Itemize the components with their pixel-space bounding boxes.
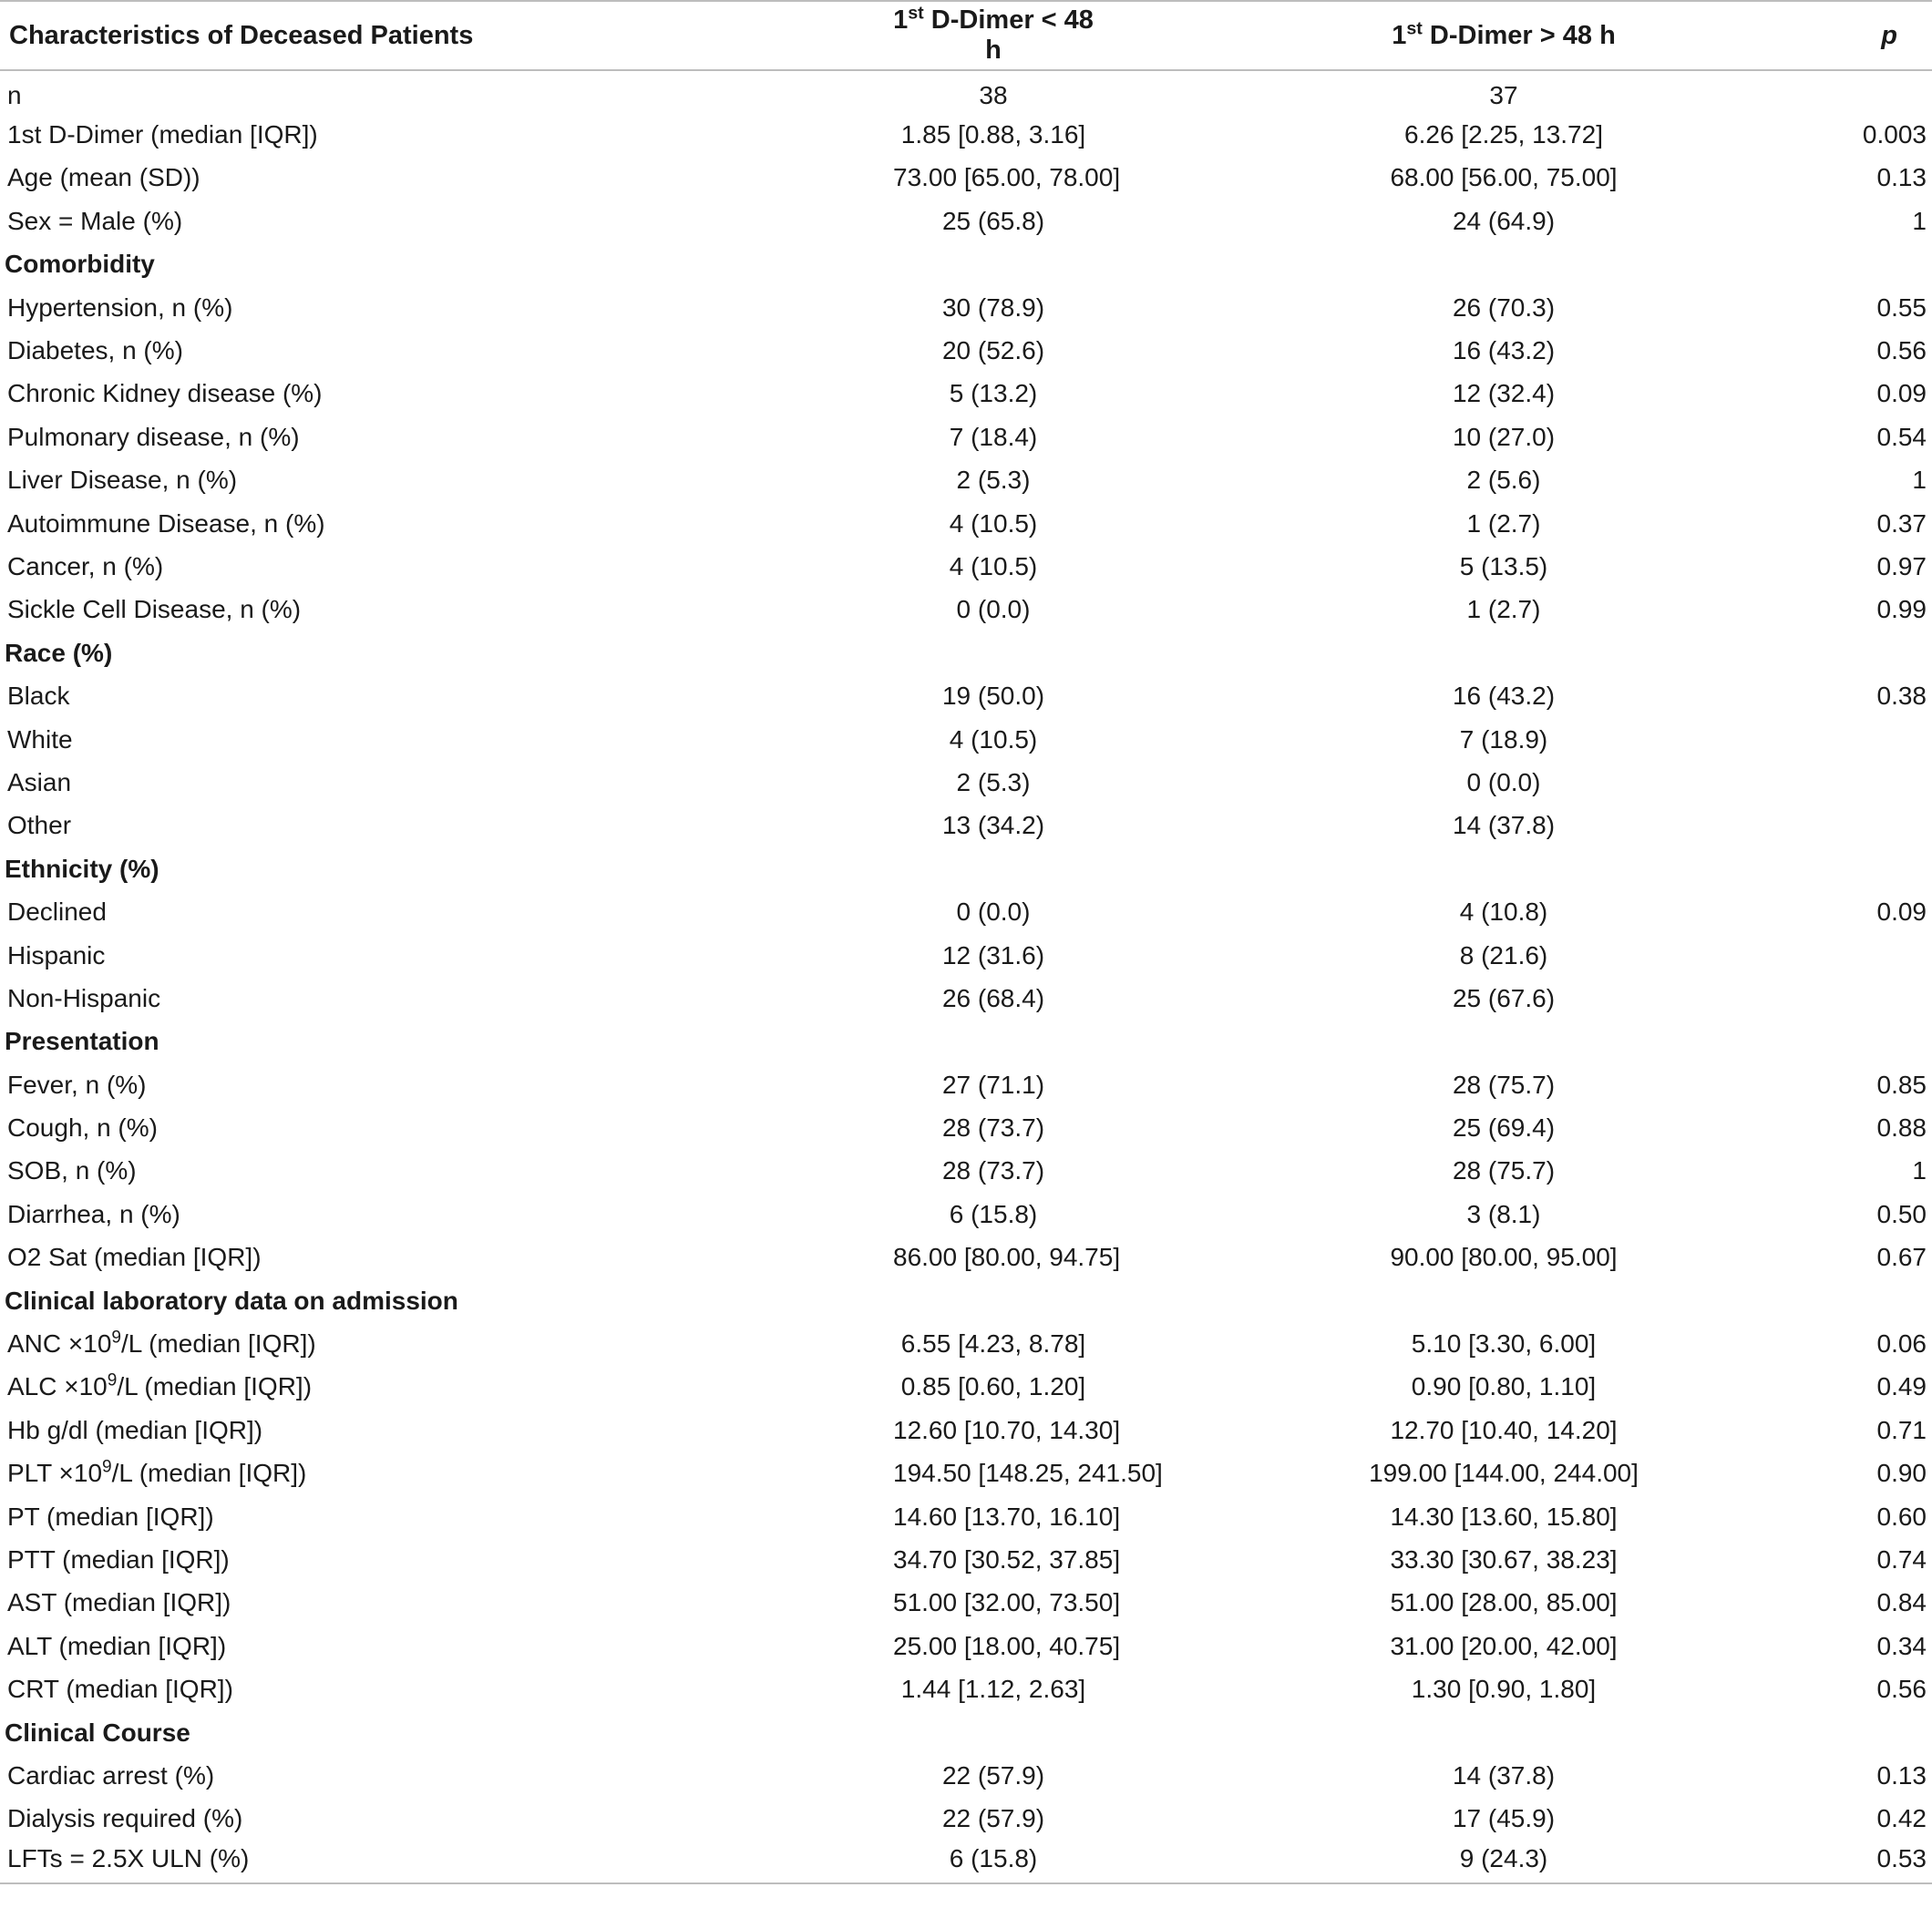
row-label-text: Asian <box>7 767 72 796</box>
row-label <box>0 890 693 933</box>
table-row <box>0 805 1932 847</box>
row-label-text: Autoimmune Disease, n (%) <box>7 508 325 538</box>
row-label-text: Diarrhea, n (%) <box>7 1199 180 1228</box>
value-ddimer-after-48h: 9 (24.3) <box>1094 1841 1804 1883</box>
p-value <box>1804 718 1932 761</box>
p-value: 0.50 <box>1876 1199 1927 1228</box>
value-ddimer-after-48h: 14 (37.8) <box>1452 1760 1556 1790</box>
value-ddimer-after-48h: 31.00 [20.00, 42.00] <box>1390 1631 1618 1660</box>
row-label-text: Hispanic <box>7 940 106 969</box>
row-label-text: Cancer, n (%) <box>7 551 164 580</box>
row-label <box>0 1452 693 1495</box>
row-label <box>0 805 693 847</box>
p-value: 0.74 <box>1876 1544 1927 1574</box>
table-row <box>0 329 1932 372</box>
table-row <box>0 1538 1932 1581</box>
p-value: 1 <box>1912 1156 1927 1185</box>
row-label-suffix: /L (median [IQR]) <box>121 1329 316 1359</box>
table-row <box>0 718 1932 761</box>
row-label <box>0 1322 693 1365</box>
table-row <box>0 113 1932 156</box>
table-row <box>0 1106 1932 1149</box>
row-label-suffix: /L (median [IQR]) <box>111 1459 307 1488</box>
section-title: Race (%) <box>5 638 113 667</box>
table-row <box>0 761 1932 804</box>
row-label-text: PLT ×10 <box>7 1459 103 1488</box>
section-title: Clinical laboratory data on admission <box>5 1286 458 1315</box>
row-label-text: PTT (median [IQR]) <box>7 1544 230 1574</box>
value-ddimer-after-48h: 68.00 [56.00, 75.00] <box>1390 163 1618 192</box>
value-ddimer-after-48h: 1 (2.7) <box>1466 595 1541 624</box>
value-ddimer-after-48h: 28 (75.7) <box>1452 1070 1556 1099</box>
header-ddimer-after-48h <box>1094 1 1804 70</box>
value-ddimer-after-48h: 12 (32.4) <box>1452 379 1556 408</box>
value-ddimer-before-48h: 26 (68.4) <box>941 983 1045 1012</box>
row-label <box>0 157 693 200</box>
table-body <box>0 70 1932 1883</box>
value-ddimer-before-48h: 5 (13.2) <box>949 379 1038 408</box>
row-label <box>0 1798 693 1841</box>
row-label <box>0 1582 693 1625</box>
p-value: 0.90 <box>1876 1459 1927 1488</box>
table-row <box>0 1798 1932 1841</box>
value-ddimer-before-48h: 2 (5.3) <box>956 466 1031 495</box>
p-value: 0.56 <box>1876 1675 1927 1704</box>
value-ddimer-after-48h: 14 (37.8) <box>1452 811 1556 840</box>
header-row <box>0 1 1932 70</box>
table-row <box>0 1754 1932 1797</box>
value-ddimer-before-48h: 22 (57.9) <box>941 1804 1045 1833</box>
value-ddimer-after-48h: 1.30 [0.90, 1.80] <box>1411 1675 1597 1704</box>
row-label-text: Age (mean (SD)) <box>7 163 200 192</box>
table-row <box>0 1063 1932 1106</box>
value-ddimer-after-48h: 5 (13.5) <box>1459 551 1548 580</box>
value-ddimer-before-48h: 6.55 [4.23, 8.78] <box>900 1329 1086 1359</box>
table-row <box>0 1409 1932 1452</box>
section-header-row <box>0 631 1932 674</box>
p-value: 0.71 <box>1876 1415 1927 1444</box>
table-row <box>0 1193 1932 1236</box>
p-value: 0.003 <box>1862 120 1927 149</box>
value-ddimer-before-48h: 19 (50.0) <box>941 682 1045 711</box>
row-label <box>0 1366 693 1409</box>
table-row <box>0 157 1932 200</box>
value-ddimer-after-48h: 28 (75.7) <box>1452 1156 1556 1185</box>
value-ddimer-after-48h: 4 (10.8) <box>1459 898 1548 927</box>
value-ddimer-after-48h: 6.26 [2.25, 13.72] <box>1404 120 1603 149</box>
p-value: 0.56 <box>1876 336 1927 365</box>
table-row <box>0 1582 1932 1625</box>
value-ddimer-after-48h: 5.10 [3.30, 6.00] <box>1411 1329 1597 1359</box>
row-label-text: 1st D-Dimer (median [IQR]) <box>7 120 318 149</box>
p-value: 0.60 <box>1876 1502 1927 1531</box>
value-ddimer-before-48h: 1.85 [0.88, 3.16] <box>900 120 1086 149</box>
value-ddimer-before-48h: 25 (65.8) <box>941 206 1045 235</box>
row-label-text: ANC ×10 <box>7 1329 112 1359</box>
table-row <box>0 545 1932 588</box>
row-label <box>0 1236 693 1279</box>
value-ddimer-after-48h: 17 (45.9) <box>1452 1804 1556 1833</box>
p-value: 0.88 <box>1876 1113 1927 1143</box>
row-label <box>0 761 693 804</box>
row-label-text: Chronic Kidney disease (%) <box>7 379 323 408</box>
section-header-row <box>0 1711 1932 1754</box>
row-label-text: Cardiac arrest (%) <box>7 1760 215 1790</box>
row-label <box>0 589 693 631</box>
row-label-text: Cough, n (%) <box>7 1113 158 1143</box>
row-label <box>0 1409 693 1452</box>
section-title: Comorbidity <box>5 250 155 279</box>
row-label-text: Hypertension, n (%) <box>7 292 233 322</box>
value-ddimer-before-48h: 28 (73.7) <box>941 1156 1045 1185</box>
row-label-text: Sickle Cell Disease, n (%) <box>7 595 302 624</box>
row-label-text: Declined <box>7 898 107 927</box>
table-row <box>0 977 1932 1020</box>
p-value: 0.06 <box>1876 1329 1927 1359</box>
row-label-text: LFTs = 2.5X ULN (%) <box>7 1844 250 1873</box>
value-ddimer-before-48h: 12.60 [10.70, 14.30] <box>893 1415 1121 1444</box>
table-row <box>0 1495 1932 1538</box>
header-ddimer-after-48h-sup: st <box>1406 17 1423 38</box>
value-ddimer-before-48h: 27 (71.1) <box>941 1070 1045 1099</box>
p-value: 1 <box>1912 466 1927 495</box>
value-ddimer-before-48h: 14.60 [13.70, 16.10] <box>893 1502 1121 1531</box>
row-label-text: Sex = Male (%) <box>7 206 183 235</box>
row-label-text: Black <box>7 682 70 711</box>
value-ddimer-before-48h: 13 (34.2) <box>941 811 1045 840</box>
header-ddimer-after-48h-base: 1 <box>1392 20 1407 50</box>
value-ddimer-after-48h: 2 (5.6) <box>1466 466 1541 495</box>
row-label-text: PT (median [IQR]) <box>7 1502 214 1531</box>
p-value <box>1804 977 1932 1020</box>
row-label <box>0 1495 693 1538</box>
table-row <box>0 1625 1932 1667</box>
row-label-text: CRT (median [IQR]) <box>7 1675 233 1704</box>
value-ddimer-before-48h: 22 (57.9) <box>941 1760 1045 1790</box>
value-ddimer-after-48h: 16 (43.2) <box>1452 336 1556 365</box>
row-label-text: n <box>7 81 22 110</box>
value-ddimer-before-48h: 194.50 [148.25, 241.50] <box>893 1459 1163 1488</box>
value-ddimer-before-48h: 6 (15.8) <box>949 1199 1038 1228</box>
p-value: 0.13 <box>1876 163 1927 192</box>
value-ddimer-before-48h: 34.70 [30.52, 37.85] <box>893 1544 1121 1574</box>
p-value <box>1804 761 1932 804</box>
value-ddimer-before-48h: 20 (52.6) <box>941 336 1045 365</box>
p-value: 0.97 <box>1876 551 1927 580</box>
value-ddimer-after-48h: 10 (27.0) <box>1452 422 1556 451</box>
p-value: 0.49 <box>1876 1372 1927 1401</box>
value-ddimer-after-48h: 7 (18.9) <box>1459 724 1548 754</box>
value-ddimer-before-48h: 12 (31.6) <box>941 940 1045 969</box>
row-label-text: Liver Disease, n (%) <box>7 466 238 495</box>
value-ddimer-before-48h: 0.85 [0.60, 1.20] <box>900 1372 1086 1401</box>
table-row <box>0 1452 1932 1495</box>
row-label <box>0 1193 693 1236</box>
row-label <box>0 1538 693 1581</box>
value-ddimer-after-48h: 0 (0.0) <box>1466 767 1541 796</box>
section-title: Presentation <box>5 1027 159 1056</box>
value-ddimer-after-48h: 33.30 [30.67, 38.23] <box>1390 1544 1618 1574</box>
row-label-superscript: 9 <box>107 1371 118 1391</box>
row-label-text: AST (median [IQR]) <box>7 1588 231 1617</box>
p-value: 0.55 <box>1876 292 1927 322</box>
table-row <box>0 502 1932 545</box>
value-ddimer-after-48h: 25 (67.6) <box>1452 983 1556 1012</box>
value-ddimer-before-48h: 1.44 [1.12, 2.63] <box>900 1675 1086 1704</box>
p-value: 0.67 <box>1876 1243 1927 1272</box>
header-p-value: p <box>1804 1 1932 70</box>
row-label-text: Diabetes, n (%) <box>7 336 183 365</box>
row-label <box>0 459 693 502</box>
row-label <box>0 1063 693 1106</box>
row-label-suffix: /L (median [IQR]) <box>117 1372 313 1401</box>
value-ddimer-before-48h: 6 (15.8) <box>693 1841 1094 1883</box>
value-ddimer-after-48h: 24 (64.9) <box>1452 206 1556 235</box>
value-ddimer-after-48h: 1 (2.7) <box>1466 508 1541 538</box>
value-ddimer-after-48h: 16 (43.2) <box>1452 682 1556 711</box>
row-label <box>0 373 693 415</box>
table-row <box>0 589 1932 631</box>
header-ddimer-before-48h <box>693 1 1094 70</box>
table-row <box>0 674 1932 717</box>
row-label-text: Other <box>7 811 72 840</box>
value-ddimer-after-48h: 25 (69.4) <box>1452 1113 1556 1143</box>
value-ddimer-before-48h: 38 <box>979 81 1008 110</box>
section-header-row <box>0 847 1932 890</box>
p-value: 0.85 <box>1876 1070 1927 1099</box>
value-ddimer-after-48h: 3 (8.1) <box>1466 1199 1541 1228</box>
header-characteristics: Characteristics of Deceased Patients <box>0 1 693 70</box>
p-value <box>1804 70 1932 113</box>
table-row <box>0 70 1932 113</box>
row-label <box>0 1625 693 1667</box>
section-title: Clinical Course <box>5 1718 190 1747</box>
section-title: Ethnicity (%) <box>5 854 159 883</box>
row-label <box>0 977 693 1020</box>
p-value: 0.84 <box>1876 1588 1927 1617</box>
p-value: 0.37 <box>1876 508 1927 538</box>
row-label-superscript: 9 <box>111 1328 121 1348</box>
p-value: 0.38 <box>1876 682 1927 711</box>
value-ddimer-before-48h: 2 (5.3) <box>956 767 1031 796</box>
table-row <box>0 459 1932 502</box>
value-ddimer-after-48h: 0.90 [0.80, 1.10] <box>1411 1372 1597 1401</box>
p-value: 1 <box>1912 206 1927 235</box>
row-label-text: ALT (median [IQR]) <box>7 1631 227 1660</box>
table-row <box>0 1322 1932 1365</box>
value-ddimer-before-48h: 0 (0.0) <box>956 898 1031 927</box>
p-value: 0.53 <box>1804 1841 1932 1883</box>
table-row <box>0 200 1932 242</box>
row-label <box>0 1841 693 1883</box>
row-label <box>0 329 693 372</box>
p-value <box>1804 805 1932 847</box>
p-value: 0.34 <box>1876 1631 1927 1660</box>
value-ddimer-after-48h: 90.00 [80.00, 95.00] <box>1390 1243 1618 1272</box>
value-ddimer-before-48h: 51.00 [32.00, 73.50] <box>893 1588 1121 1617</box>
p-value <box>1804 934 1932 977</box>
row-label-superscript: 9 <box>102 1457 112 1477</box>
value-ddimer-before-48h: 25.00 [18.00, 40.75] <box>893 1631 1121 1660</box>
row-label-text: Pulmonary disease, n (%) <box>7 422 300 451</box>
value-ddimer-before-48h: 4 (10.5) <box>949 551 1038 580</box>
value-ddimer-after-48h: 14.30 [13.60, 15.80] <box>1390 1502 1618 1531</box>
row-label-text: Non-Hispanic <box>7 983 161 1012</box>
value-ddimer-before-48h: 4 (10.5) <box>949 724 1038 754</box>
table-row <box>0 934 1932 977</box>
table-row <box>0 1150 1932 1193</box>
value-ddimer-after-48h: 12.70 [10.40, 14.20] <box>1390 1415 1618 1444</box>
header-ddimer-after-48h-rest: D-Dimer > 48 h <box>1422 20 1616 50</box>
value-ddimer-after-48h: 37 <box>1489 81 1518 110</box>
value-ddimer-before-48h: 7 (18.4) <box>949 422 1038 451</box>
header-ddimer-before-48h-base: 1 <box>893 5 909 35</box>
row-label <box>0 502 693 545</box>
value-ddimer-after-48h: 8 (21.6) <box>1459 940 1548 969</box>
p-value: 0.09 <box>1876 379 1927 408</box>
p-value: 0.13 <box>1876 1760 1927 1790</box>
table-row <box>0 373 1932 415</box>
row-label <box>0 113 693 156</box>
value-ddimer-after-48h: 51.00 [28.00, 85.00] <box>1390 1588 1618 1617</box>
row-label <box>0 674 693 717</box>
table-row <box>0 286 1932 329</box>
row-label-text: ALC ×10 <box>7 1372 108 1401</box>
p-value: 0.99 <box>1876 595 1927 624</box>
row-label <box>0 1754 693 1797</box>
row-label-text: Dialysis required (%) <box>7 1804 243 1833</box>
header-ddimer-before-48h-rest: D-Dimer < 48 h <box>923 5 1094 65</box>
row-label-text: Fever, n (%) <box>7 1070 147 1099</box>
table-header <box>0 1 1932 70</box>
row-label <box>0 545 693 588</box>
table-row <box>0 890 1932 933</box>
value-ddimer-before-48h: 28 (73.7) <box>941 1113 1045 1143</box>
p-value: 0.42 <box>1876 1804 1927 1833</box>
value-ddimer-after-48h: 26 (70.3) <box>1452 292 1556 322</box>
value-ddimer-before-48h: 73.00 [65.00, 78.00] <box>893 163 1121 192</box>
header-ddimer-before-48h-sup: st <box>908 3 924 24</box>
section-header-row <box>0 243 1932 286</box>
row-label <box>0 1106 693 1149</box>
p-value: 0.54 <box>1876 422 1927 451</box>
p-value: 0.09 <box>1876 898 1927 927</box>
row-label <box>0 934 693 977</box>
row-label <box>0 415 693 458</box>
row-label-text: White <box>7 724 73 754</box>
value-ddimer-before-48h: 30 (78.9) <box>941 292 1045 322</box>
row-label-text: O2 Sat (median [IQR]) <box>7 1243 262 1272</box>
row-label <box>0 70 693 113</box>
table-row <box>0 1667 1932 1710</box>
value-ddimer-after-48h: 199.00 [144.00, 244.00] <box>1369 1459 1639 1488</box>
row-label <box>0 1150 693 1193</box>
row-label <box>0 286 693 329</box>
row-label-text: SOB, n (%) <box>7 1156 137 1185</box>
section-header-row <box>0 1279 1932 1322</box>
table-row <box>0 1236 1932 1279</box>
value-ddimer-before-48h: 86.00 [80.00, 94.75] <box>893 1243 1121 1272</box>
table-row <box>0 1366 1932 1409</box>
value-ddimer-before-48h: 4 (10.5) <box>949 508 1038 538</box>
row-label <box>0 718 693 761</box>
row-label <box>0 1667 693 1710</box>
section-header-row <box>0 1021 1932 1063</box>
row-label-text: Hb g/dl (median [IQR]) <box>7 1415 263 1444</box>
row-label <box>0 200 693 242</box>
table-row <box>0 415 1932 458</box>
value-ddimer-before-48h: 0 (0.0) <box>956 595 1031 624</box>
table-row <box>0 1841 1932 1883</box>
